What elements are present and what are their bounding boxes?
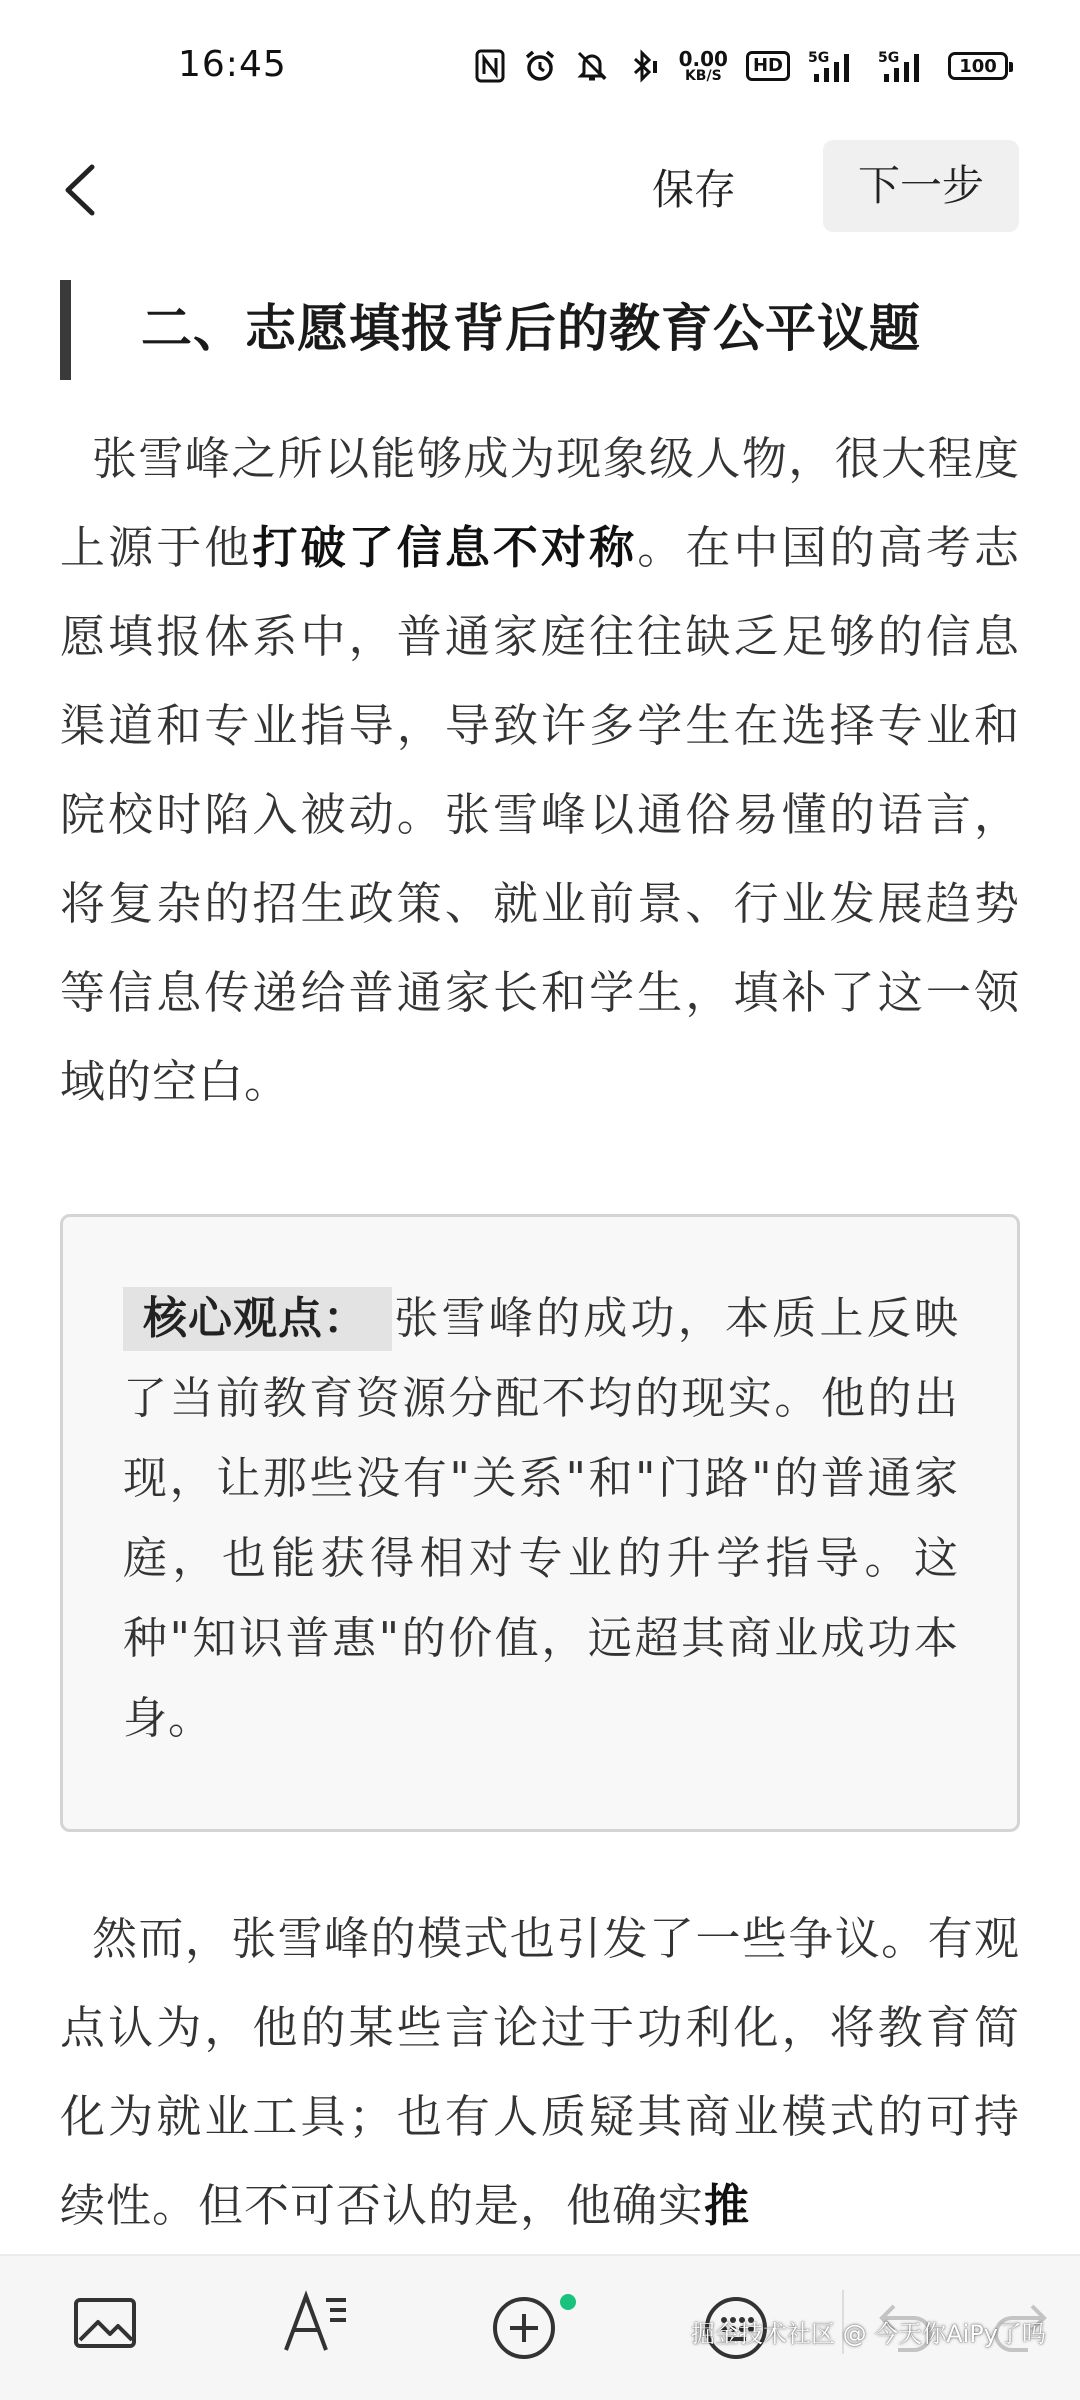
watermark-text: 掘金技术社区 @ 今天你AiPy了吗	[690, 2320, 1046, 2348]
key-point-box	[60, 1214, 1020, 1832]
paragraph-1-bold: 打破了信息不对称	[252, 521, 638, 574]
back-button[interactable]	[56, 155, 116, 225]
section-heading: 二、志愿填报背后的教育公平议题	[60, 280, 1020, 380]
editor-toolbar	[0, 135, 1080, 245]
status-bar	[0, 0, 1080, 135]
paragraph-2-bold: 推	[704, 2179, 751, 2232]
signal-icon-2	[878, 48, 930, 84]
text-format-icon[interactable]	[280, 2288, 352, 2360]
bluetooth-icon	[627, 49, 661, 83]
net-speed	[679, 49, 728, 83]
signal-icon	[808, 48, 860, 84]
mute-icon	[575, 49, 609, 83]
battery-icon: 100	[948, 52, 1008, 80]
article-body[interactable]	[60, 280, 1020, 2250]
status-time: 16:45	[178, 44, 287, 85]
paragraph-1	[60, 414, 1020, 1126]
svg-text:5G: 5G	[878, 50, 900, 66]
new-feature-dot	[560, 2294, 576, 2310]
save-button[interactable]: 保存	[652, 165, 737, 214]
image-icon[interactable]	[70, 2288, 142, 2360]
next-step-button[interactable]: 下一步	[823, 140, 1019, 232]
key-point-body: 张雪峰的成功，本质上反映了当前教育资源分配不均的现实。他的出现，让那些没有"关系"和"门路"的普通家庭，也能获得相对专业的升学指导。这种"知识普惠"的价值，远超其商业成功本身。	[123, 1293, 959, 1744]
key-point-label: 核心观点：	[123, 1287, 392, 1351]
paragraph-2	[60, 1894, 1020, 2250]
net-speed-value: 0.00	[678, 47, 728, 71]
key-point-text	[123, 1279, 959, 1759]
net-speed-unit: KB/S	[684, 68, 722, 84]
add-circle-icon[interactable]	[488, 2292, 560, 2364]
paragraph-2-text: 然而，张雪峰的模式也引发了一些争议。有观点认为，他的某些言论过于功利化，将教育简化为就业工具；也有人质疑其商业模式的可持续性。但不可否认的是，他确实	[60, 1912, 1020, 2232]
hd-badge: HD	[746, 51, 790, 81]
svg-text:5G: 5G	[808, 50, 830, 66]
nfc-icon	[475, 49, 505, 83]
paragraph-1-text-a: 张雪峰之所以能够成为现象级人物，很大程度上源于他	[60, 432, 1020, 574]
chevron-left-icon	[56, 155, 116, 225]
alarm-icon	[523, 49, 557, 83]
paragraph-1-text-b: 。在中国的高考志愿填报体系中，普通家庭往往缺乏足够的信息渠道和专业指导，导致许多学生在选择专业和院校时陷入被动。张雪峰以通俗易懂的语言，将复杂的招生政策、就业前景、行业发展趋势等信息传递给普通家长和学生，填补了这一领域的空白。	[60, 521, 1020, 1108]
status-icons	[475, 46, 1008, 86]
